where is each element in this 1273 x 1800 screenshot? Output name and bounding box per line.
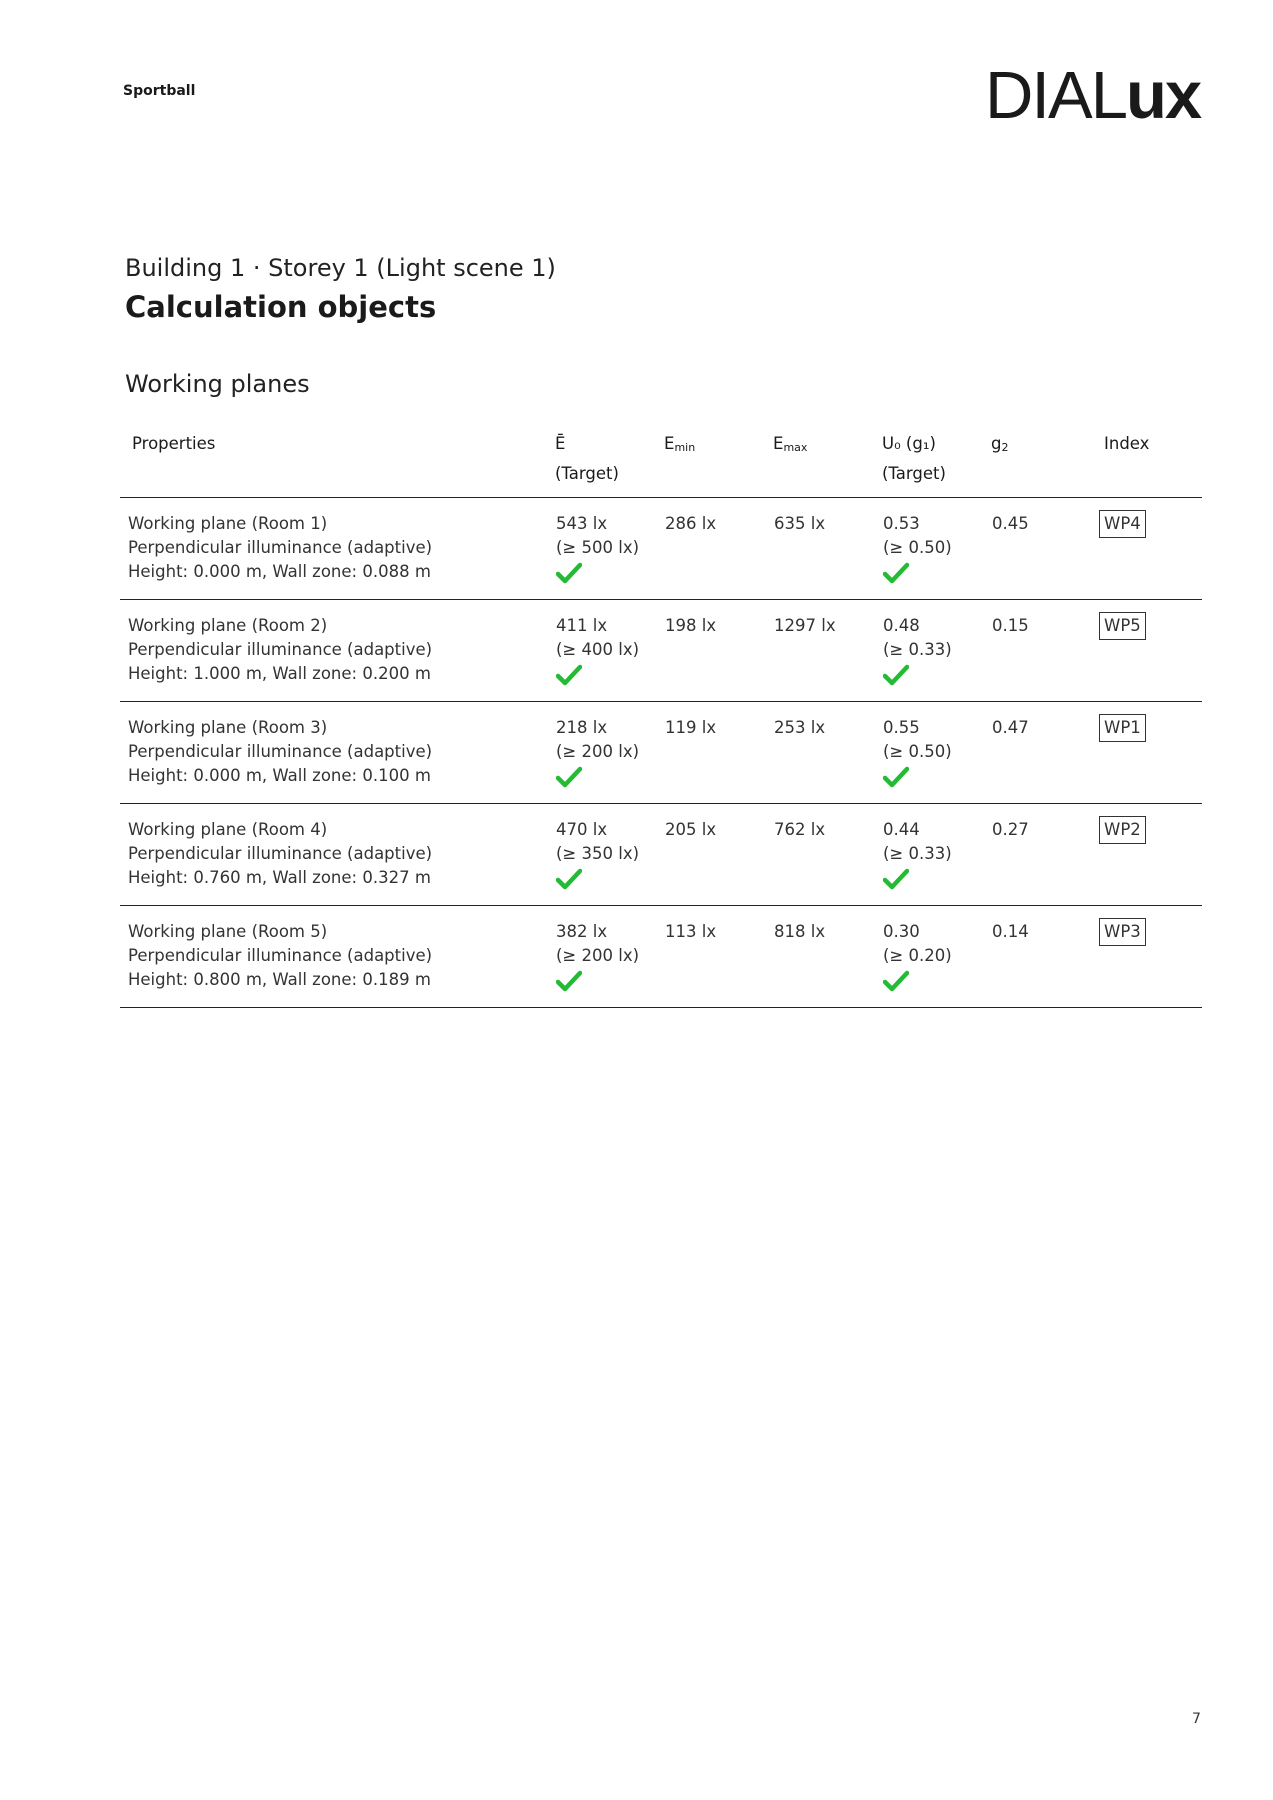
cell-properties [120, 906, 549, 1008]
u0-value: 0.30 [883, 922, 920, 941]
header-e-avg-target: (Target) [555, 464, 619, 483]
e-max-value: 635 lx [774, 514, 826, 533]
index-badge: WP3 [1099, 918, 1146, 946]
cell-e-avg [549, 498, 658, 600]
plane-type: Perpendicular illuminance (adaptive) [128, 946, 433, 965]
index-badge: WP4 [1099, 510, 1146, 538]
table-row [120, 804, 1202, 906]
u0-target: (≥ 0.33) [883, 640, 952, 659]
table-row [120, 702, 1202, 804]
table-header-row [120, 425, 1202, 498]
e-min-value: 119 lx [665, 718, 717, 737]
cell-index [1094, 804, 1202, 906]
cell-e-max [767, 600, 876, 702]
cell-g2 [985, 600, 1094, 702]
e-min-value: 205 lx [665, 820, 717, 839]
cell-u0 [876, 906, 985, 1008]
e-avg-target: (≥ 400 lx) [556, 640, 640, 659]
table-row [120, 906, 1202, 1008]
plane-dimensions: Height: 0.800 m, Wall zone: 0.189 m [128, 970, 431, 989]
cell-properties [120, 600, 549, 702]
u0-value: 0.48 [883, 616, 920, 635]
header-e-avg-label: Ē [555, 434, 566, 453]
plane-type: Perpendicular illuminance (adaptive) [128, 844, 433, 863]
header-index: Index [1094, 425, 1202, 498]
plane-name: Working plane (Room 5) [128, 922, 328, 941]
checkmark-icon [883, 868, 909, 890]
e-min-value: 198 lx [665, 616, 717, 635]
checkmark-icon [556, 766, 582, 788]
cell-g2 [985, 498, 1094, 600]
header-e-avg [549, 425, 658, 498]
e-max-value: 818 lx [774, 922, 826, 941]
table-row [120, 600, 1202, 702]
checkmark-icon [556, 970, 582, 992]
cell-u0 [876, 498, 985, 600]
g2-value: 0.45 [992, 514, 1029, 533]
checkmark-icon [883, 562, 909, 584]
plane-dimensions: Height: 0.760 m, Wall zone: 0.327 m [128, 868, 431, 887]
e-max-value: 1297 lx [774, 616, 836, 635]
table-row [120, 498, 1202, 600]
checkmark-icon [556, 664, 582, 686]
plane-type: Perpendicular illuminance (adaptive) [128, 538, 433, 557]
e-avg-target: (≥ 200 lx) [556, 946, 640, 965]
u0-target: (≥ 0.50) [883, 538, 952, 557]
section-title: Working planes [125, 370, 310, 398]
cell-e-max [767, 804, 876, 906]
logo-light-part: DIAL [985, 58, 1126, 133]
plane-name: Working plane (Room 3) [128, 718, 328, 737]
cell-g2 [985, 804, 1094, 906]
e-avg-target: (≥ 500 lx) [556, 538, 640, 557]
checkmark-icon [883, 664, 909, 686]
cell-g2 [985, 702, 1094, 804]
cell-properties [120, 702, 549, 804]
u0-target: (≥ 0.20) [883, 946, 952, 965]
plane-dimensions: Height: 1.000 m, Wall zone: 0.200 m [128, 664, 431, 683]
g2-value: 0.47 [992, 718, 1029, 737]
g2-value: 0.15 [992, 616, 1029, 635]
plane-type: Perpendicular illuminance (adaptive) [128, 640, 433, 659]
cell-properties [120, 804, 549, 906]
cell-e-min [658, 498, 767, 600]
e-avg-value: 382 lx [556, 922, 608, 941]
logo-bold-part: ux [1125, 58, 1201, 133]
header-g2-sub: 2 [1001, 441, 1009, 454]
working-planes-table [120, 425, 1202, 1008]
plane-name: Working plane (Room 1) [128, 514, 328, 533]
e-min-value: 286 lx [665, 514, 717, 533]
checkmark-icon [556, 562, 582, 584]
e-max-value: 762 lx [774, 820, 826, 839]
e-min-value: 113 lx [665, 922, 717, 941]
e-max-value: 253 lx [774, 718, 826, 737]
cell-u0 [876, 702, 985, 804]
e-avg-value: 543 lx [556, 514, 608, 533]
cell-e-max [767, 906, 876, 1008]
header-u0-target: (Target) [882, 464, 946, 483]
cell-u0 [876, 600, 985, 702]
header-properties: Properties [120, 425, 549, 498]
cell-e-min [658, 702, 767, 804]
page-title: Calculation objects [125, 290, 437, 324]
plane-dimensions: Height: 0.000 m, Wall zone: 0.088 m [128, 562, 431, 581]
header-e-min-sub: min [674, 441, 696, 454]
u0-value: 0.55 [883, 718, 920, 737]
cell-e-max [767, 498, 876, 600]
index-badge: WP5 [1099, 612, 1146, 640]
header-e-max: $E_{max}$ [767, 425, 876, 498]
plane-dimensions: Height: 0.000 m, Wall zone: 0.100 m [128, 766, 431, 785]
e-avg-target: (≥ 200 lx) [556, 742, 640, 761]
plane-name: Working plane (Room 4) [128, 820, 328, 839]
header-u0 [876, 425, 985, 498]
u0-value: 0.53 [883, 514, 920, 533]
header-e-max-sub: max [783, 441, 808, 454]
cell-u0 [876, 804, 985, 906]
cell-properties [120, 498, 549, 600]
cell-e-max [767, 702, 876, 804]
u0-target: (≥ 0.50) [883, 742, 952, 761]
page-number: 7 [1192, 1711, 1201, 1727]
g2-value: 0.27 [992, 820, 1029, 839]
cell-index [1094, 498, 1202, 600]
cell-e-avg [549, 804, 658, 906]
index-badge: WP1 [1099, 714, 1146, 742]
header-g2: $g_2$ [985, 425, 1094, 498]
header-u0-label: U₀ (g₁) [882, 434, 936, 453]
u0-target: (≥ 0.33) [883, 844, 952, 863]
cell-e-avg [549, 702, 658, 804]
e-avg-value: 411 lx [556, 616, 608, 635]
u0-value: 0.44 [883, 820, 920, 839]
plane-name: Working plane (Room 2) [128, 616, 328, 635]
cell-e-min [658, 600, 767, 702]
cell-index [1094, 600, 1202, 702]
breadcrumb: Building 1 · Storey 1 (Light scene 1) [125, 254, 556, 282]
checkmark-icon [883, 766, 909, 788]
cell-e-avg [549, 906, 658, 1008]
checkmark-icon [883, 970, 909, 992]
e-avg-target: (≥ 350 lx) [556, 844, 640, 863]
project-name: Sportball [123, 83, 196, 99]
plane-type: Perpendicular illuminance (adaptive) [128, 742, 433, 761]
index-badge: WP2 [1099, 816, 1146, 844]
cell-index [1094, 702, 1202, 804]
g2-value: 0.14 [992, 922, 1029, 941]
checkmark-icon [556, 868, 582, 890]
header-e-min: $E_{min}$ [658, 425, 767, 498]
cell-g2 [985, 906, 1094, 1008]
cell-e-avg [549, 600, 658, 702]
dialux-logo [985, 58, 1201, 133]
cell-e-min [658, 804, 767, 906]
e-avg-value: 218 lx [556, 718, 608, 737]
e-avg-value: 470 lx [556, 820, 608, 839]
cell-e-min [658, 906, 767, 1008]
cell-index [1094, 906, 1202, 1008]
